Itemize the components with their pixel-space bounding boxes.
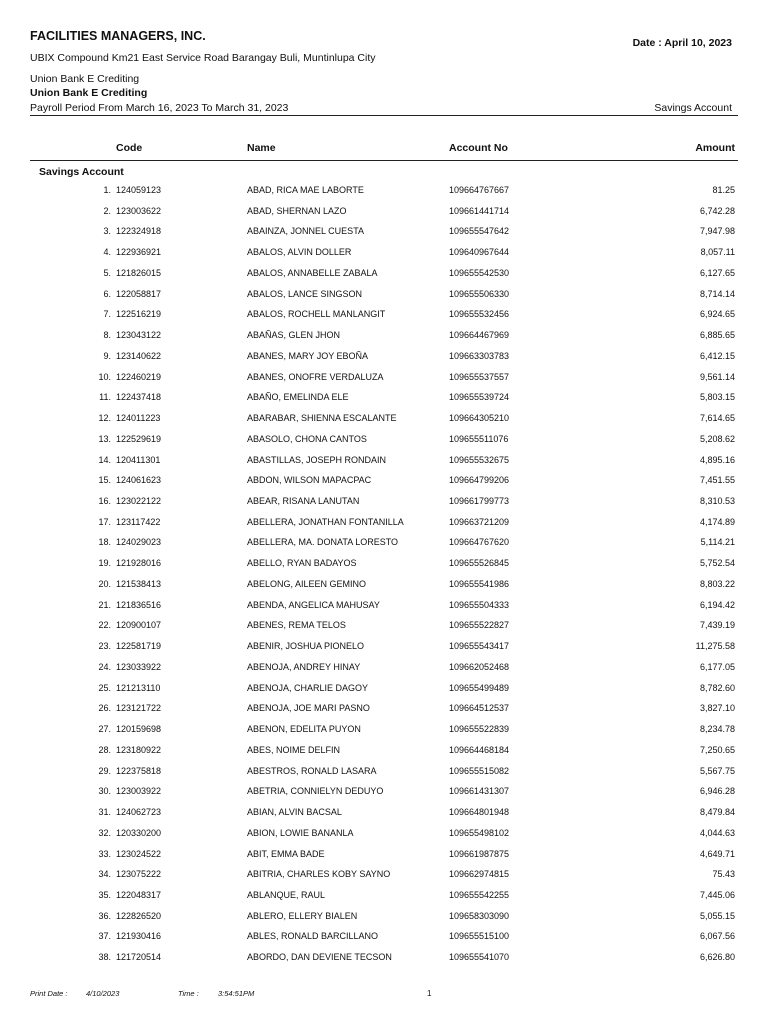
amount: 4,895.16 (699, 454, 735, 465)
amount: 11,275.58 (695, 641, 735, 652)
employee-code: 123022122 (116, 496, 162, 507)
amount: 8,714.14 (699, 288, 735, 299)
employee-name: ABORDO, DAN DEVIENE TECSON (247, 952, 392, 963)
employee-code: 121826015 (116, 267, 162, 278)
table-row (0, 532, 768, 553)
account-number: 109661799773 (449, 496, 510, 507)
employee-name: ABANES, MARY JOY EBOÑA (247, 350, 369, 361)
header-divider (30, 115, 738, 116)
amount: 4,174.89 (699, 516, 735, 527)
account-number: 109655499489 (449, 682, 510, 693)
employee-code: 124029023 (116, 537, 162, 548)
row-number: 26. (98, 703, 111, 714)
employee-code: 121836516 (116, 599, 162, 610)
amount: 9,561.14 (699, 371, 735, 382)
employee-name: ABAD, SHERNAN LAZO (247, 205, 347, 216)
account-number: 109655539724 (449, 392, 510, 403)
employee-name: ABAÑO, EMELINDA ELE (247, 392, 349, 403)
row-number: 17. (98, 516, 111, 527)
account-number: 109664799206 (449, 475, 510, 486)
table-row (0, 615, 768, 636)
row-number: 15. (98, 475, 111, 486)
employee-name: ABLERO, ELLERY BIALEN (247, 910, 358, 921)
employee-name: ABAD, RICA MAE LABORTE (247, 185, 364, 195)
employee-name: ABIT, EMMA BADE (247, 848, 325, 859)
print-date-label: Print Date : (30, 989, 68, 998)
table-row (0, 553, 768, 574)
employee-name: ABALOS, LANCE SINGSON (247, 288, 363, 299)
account-number: 109663303783 (449, 350, 510, 361)
row-number: 25. (98, 682, 111, 693)
table-row (0, 844, 768, 865)
row-number: 19. (98, 558, 111, 569)
account-number: 109655522827 (449, 620, 510, 631)
table-row (0, 823, 768, 844)
account-number: 109655506330 (449, 288, 510, 299)
account-number: 109661431307 (449, 786, 510, 797)
row-number: 21. (98, 599, 111, 610)
table-row (0, 906, 768, 927)
employee-name: ABELLO, RYAN BADAYOS (247, 558, 357, 569)
account-number: 109640967644 (449, 247, 510, 258)
row-number: 37. (98, 931, 111, 942)
amount: 75.43 (712, 869, 735, 880)
account-number: 109655537557 (449, 371, 510, 382)
employee-code: 123140622 (116, 350, 162, 361)
amount: 4,044.63 (699, 827, 735, 838)
account-number: 109664767620 (449, 537, 510, 548)
table-row (0, 491, 768, 512)
table-row (0, 180, 768, 201)
column-header-account: Account No (449, 142, 508, 154)
employee-name: ABANES, ONOFRE VERDALUZA (247, 371, 384, 382)
employee-name: ABENOJA, CHARLIE DAGOY (247, 682, 369, 693)
employee-code: 122581719 (116, 641, 162, 652)
employee-name: ABENON, EDELITA PUYON (247, 724, 361, 735)
employee-code: 123033922 (116, 661, 162, 672)
amount: 8,057.11 (700, 247, 735, 258)
table-row (0, 263, 768, 284)
payroll-period: Payroll Period From March 16, 2023 To March 31, 2023 (30, 102, 289, 114)
employee-name: ABALOS, ROCHELL MANLANGIT (247, 309, 386, 320)
account-number: 109664801948 (449, 807, 510, 818)
table-row (0, 574, 768, 595)
employee-code: 122516219 (116, 309, 162, 320)
amount: 7,250.65 (699, 744, 735, 755)
row-number: 35. (98, 889, 111, 900)
table-row (0, 657, 768, 678)
employee-code: 122460219 (116, 371, 162, 382)
employee-name: ABITRIA, CHARLES KOBY SAYNO (247, 869, 391, 880)
table-row (0, 242, 768, 263)
account-number: 109655541986 (449, 578, 510, 589)
account-number: 109655542255 (449, 889, 510, 900)
amount: 6,194.42 (699, 599, 735, 610)
row-number: 32. (98, 827, 111, 838)
table-row (0, 325, 768, 346)
amount: 6,924.65 (699, 309, 735, 320)
row-number: 34. (98, 869, 111, 880)
table-row (0, 636, 768, 657)
employee-code: 122826520 (116, 910, 162, 921)
bank-line-1: Union Bank E Crediting (30, 73, 140, 85)
table-row (0, 304, 768, 325)
employee-code: 122437418 (116, 392, 162, 403)
account-number: 109658303090 (449, 910, 510, 921)
table-row (0, 367, 768, 388)
account-number: 109662052468 (449, 661, 510, 672)
employee-code: 123043122 (116, 330, 162, 341)
account-type: Savings Account (654, 102, 732, 114)
employee-code: 124059123 (116, 185, 162, 195)
table-row (0, 450, 768, 471)
table-row (0, 864, 768, 885)
table-row (0, 926, 768, 947)
employee-code: 124061623 (116, 475, 162, 486)
row-number: 7. (103, 309, 111, 320)
employee-code: 121928016 (116, 558, 162, 569)
table-row (0, 470, 768, 491)
employee-code: 120411301 (116, 454, 161, 465)
account-number: 109655511076 (449, 433, 509, 444)
row-number: 4. (103, 247, 111, 258)
amount: 8,803.22 (699, 578, 735, 589)
account-number: 109655522839 (449, 724, 510, 735)
print-time: 3:54:51PM (218, 989, 255, 998)
employee-name: ABEAR, RISANA LANUTAN (247, 496, 360, 507)
employee-code: 123117422 (116, 516, 161, 527)
account-number: 109664512537 (449, 703, 510, 714)
account-number: 109655532675 (449, 454, 510, 465)
employee-name: ABARABAR, SHIENNA ESCALANTE (247, 413, 397, 424)
account-number: 109664467969 (449, 330, 510, 341)
amount: 4,649.71 (699, 848, 735, 859)
bank-line-2: Union Bank E Crediting (30, 87, 148, 99)
employee-name: ABELLERA, JONATHAN FONTANILLA (247, 516, 404, 527)
amount: 6,177.05 (699, 661, 735, 672)
report-date: Date : April 10, 2023 (632, 37, 732, 49)
amount: 5,055.15 (699, 910, 735, 921)
account-number: 109655515100 (449, 931, 510, 942)
print-date: 4/10/2023 (86, 989, 120, 998)
account-number: 109663721209 (449, 516, 510, 527)
employee-code: 123075222 (116, 869, 162, 880)
employee-name: ABESTROS, RONALD LASARA (247, 765, 377, 776)
account-number: 109655498102 (449, 827, 510, 838)
amount: 5,567.75 (699, 765, 735, 776)
amount: 7,947.98 (699, 226, 735, 237)
row-number: 3. (103, 226, 111, 237)
amount: 7,439.19 (699, 620, 735, 631)
table-row (0, 947, 768, 968)
row-number: 27. (98, 724, 111, 735)
employee-code: 122048317 (116, 889, 162, 900)
table-row (0, 346, 768, 367)
employee-code: 121213110 (116, 682, 161, 693)
employee-name: ABDON, WILSON MAPACPAC (247, 475, 372, 486)
table-row (0, 802, 768, 823)
employee-code: 121538413 (116, 578, 162, 589)
table-row (0, 201, 768, 222)
amount: 81.25 (712, 185, 735, 195)
employee-name: ABENOJA, ANDREY HINAY (247, 661, 361, 672)
employee-name: ABLANQUE, RAUL (247, 889, 326, 900)
column-header-divider (30, 160, 738, 161)
table-row (0, 429, 768, 450)
employee-name: ABION, LOWIE BANANLA (247, 827, 354, 838)
row-number: 14. (98, 454, 111, 465)
employee-code: 122058817 (116, 288, 162, 299)
employee-code: 123024522 (116, 848, 162, 859)
amount: 8,479.84 (699, 807, 735, 818)
amount: 3,827.10 (699, 703, 735, 714)
row-number: 24. (98, 661, 111, 672)
company-address: UBIX Compound Km21 East Service Road Barangay Buli, Muntinlupa City (30, 52, 376, 64)
amount: 5,114.21 (700, 537, 735, 548)
row-number: 2. (103, 205, 111, 216)
employee-code: 124062723 (116, 807, 162, 818)
account-number: 109661441714 (449, 205, 510, 216)
row-number: 5. (103, 267, 111, 278)
row-number: 31. (98, 807, 111, 818)
employee-code: 123003622 (116, 205, 162, 216)
table-row (0, 284, 768, 305)
account-number: 109655547642 (449, 226, 510, 237)
amount: 6,626.80 (699, 952, 735, 963)
employee-name: ABELONG, AILEEN GEMINO (247, 578, 367, 589)
payroll-table (0, 180, 768, 968)
account-number: 109655542530 (449, 267, 510, 278)
amount: 7,451.55 (699, 475, 735, 486)
table-row (0, 678, 768, 699)
employee-code: 122936921 (116, 247, 162, 258)
page-number: 1 (427, 989, 432, 998)
row-number: 16. (98, 496, 111, 507)
employee-name: ABENDA, ANGELICA MAHUSAY (247, 599, 380, 610)
row-number: 33. (98, 848, 111, 859)
employee-name: ABASOLO, CHONA CANTOS (247, 433, 367, 444)
amount: 6,946.28 (699, 786, 735, 797)
table-row (0, 698, 768, 719)
account-number: 109655526845 (449, 558, 510, 569)
employee-name: ABENIR, JOSHUA PIONELO (247, 641, 365, 652)
row-number: 30. (98, 786, 111, 797)
account-number: 109655541070 (449, 952, 510, 963)
employee-name: ABENES, REMA TELOS (247, 620, 346, 631)
employee-code: 124011223 (116, 413, 161, 424)
column-header-amount: Amount (695, 142, 735, 154)
row-number: 20. (98, 578, 111, 589)
amount: 7,445.06 (699, 889, 735, 900)
row-number: 6. (103, 288, 111, 299)
table-row (0, 781, 768, 802)
amount: 6,742.28 (699, 205, 735, 216)
row-number: 1. (103, 185, 111, 195)
section-title: Savings Account (39, 166, 124, 178)
row-number: 23. (98, 641, 111, 652)
row-number: 29. (98, 765, 111, 776)
row-number: 28. (98, 744, 111, 755)
employee-code: 123121722 (116, 703, 162, 714)
employee-name: ABENOJA, JOE MARI PASNO (247, 703, 370, 714)
table-row (0, 512, 768, 533)
row-number: 11. (99, 392, 111, 403)
print-time-label: Time : (178, 989, 199, 998)
employee-code: 121930416 (116, 931, 162, 942)
employee-code: 123180922 (116, 744, 162, 755)
employee-name: ABIAN, ALVIN BACSAL (247, 807, 342, 818)
employee-name: ABELLERA, MA. DONATA LORESTO (247, 537, 399, 548)
table-row (0, 885, 768, 906)
account-number: 109655504333 (449, 599, 510, 610)
amount: 7,614.65 (699, 413, 735, 424)
column-header-name: Name (247, 142, 276, 154)
amount: 6,067.56 (699, 931, 735, 942)
column-header-code: Code (116, 142, 143, 154)
table-row (0, 387, 768, 408)
employee-name: ABES, NOIME DELFIN (247, 744, 341, 755)
employee-code: 120330200 (116, 827, 162, 838)
employee-code: 123003922 (116, 786, 162, 797)
row-number: 38. (98, 952, 111, 963)
account-number: 109655515082 (449, 765, 510, 776)
employee-name: ABASTILLAS, JOSEPH RONDAIN (247, 454, 387, 465)
row-number: 13. (98, 433, 111, 444)
table-row (0, 761, 768, 782)
employee-name: ABETRIA, CONNIELYN DEDUYO (247, 786, 384, 797)
row-number: 8. (103, 330, 111, 341)
account-number: 109661987875 (449, 848, 510, 859)
table-row (0, 595, 768, 616)
row-number: 18. (98, 537, 111, 548)
employee-code: 122529619 (116, 433, 162, 444)
row-number: 10. (98, 371, 111, 382)
account-number: 109664305210 (449, 413, 510, 424)
employee-name: ABLES, RONALD BARCILLANO (247, 931, 379, 942)
table-row (0, 740, 768, 761)
employee-code: 120159698 (116, 724, 162, 735)
amount: 8,782.60 (699, 682, 735, 693)
employee-code: 122375818 (116, 765, 162, 776)
company-name: FACILITIES MANAGERS, INC. (30, 29, 206, 43)
amount: 5,752.54 (699, 558, 735, 569)
amount: 6,412.15 (699, 350, 735, 361)
employee-name: ABAINZA, JONNEL CUESTA (247, 226, 365, 237)
employee-name: ABALOS, ALVIN DOLLER (247, 247, 352, 258)
amount: 8,310.53 (699, 496, 735, 507)
table-row (0, 719, 768, 740)
employee-name: ABALOS, ANNABELLE ZABALA (247, 267, 378, 278)
row-number: 36. (98, 910, 111, 921)
account-number: 109655543417 (449, 641, 510, 652)
amount: 8,234.78 (699, 724, 735, 735)
table-row (0, 221, 768, 242)
row-number: 22. (98, 620, 111, 631)
amount: 6,127.65 (699, 267, 735, 278)
amount: 6,885.65 (699, 330, 735, 341)
employee-name: ABAÑAS, GLEN JHON (247, 330, 341, 341)
account-number: 109664468184 (449, 744, 510, 755)
amount: 5,803.15 (699, 392, 735, 403)
account-number: 109655532456 (449, 309, 510, 320)
employee-code: 122324918 (116, 226, 162, 237)
row-number: 9. (103, 350, 111, 361)
row-number: 12. (98, 413, 111, 424)
table-row (0, 408, 768, 429)
employee-code: 120900107 (116, 620, 162, 631)
amount: 5,208.62 (699, 433, 735, 444)
employee-code: 121720514 (116, 952, 162, 963)
account-number: 109662974815 (449, 869, 510, 880)
account-number: 109664767667 (449, 185, 510, 195)
